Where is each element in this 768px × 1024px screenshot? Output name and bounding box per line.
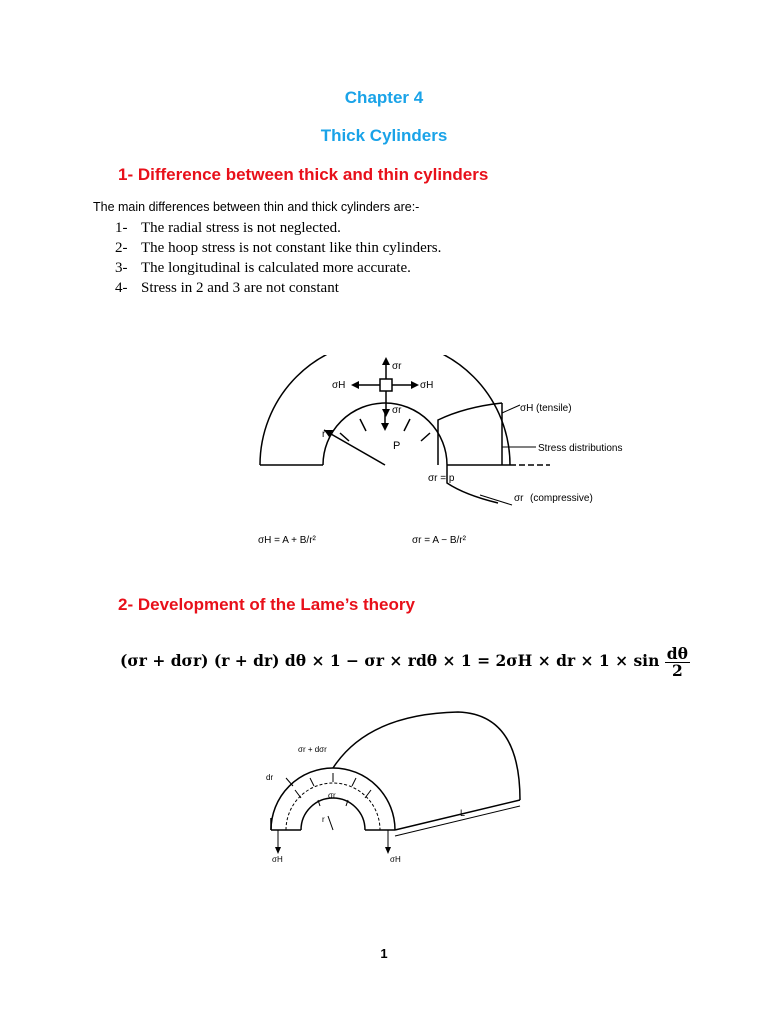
- radius-r-label: r: [322, 815, 325, 824]
- differences-list: [115, 218, 441, 298]
- sigma-h-tensile-label: σH: [520, 403, 534, 414]
- fraction-numerator: dθ: [666, 644, 688, 663]
- list-item-text: The hoop stress is not constant like thin cylinders.: [141, 240, 442, 256]
- list-item-number: 3-: [115, 260, 128, 276]
- hoop-stress-equation: σH = A + B/r²: [258, 535, 316, 546]
- list-item-number: 2-: [115, 240, 128, 256]
- section-2-title: Development of the Lame’s theory: [137, 595, 415, 614]
- list-item-text: Stress in 2 and 3 are not constant: [141, 280, 339, 296]
- radial-stress-equation: σr = A − B/r²: [412, 535, 466, 546]
- cylinder-element-figure: [258, 700, 548, 875]
- dr-label: dr: [266, 773, 274, 782]
- fraction-denominator: 2: [671, 660, 683, 680]
- sigma-r-equals-p-label: σr = p: [428, 473, 455, 484]
- stress-distributions-label: Stress distributions: [538, 443, 623, 454]
- section-2-heading: [118, 595, 415, 615]
- list-item: [115, 258, 441, 278]
- equation-fraction: [665, 646, 690, 678]
- page-title: Thick Cylinders: [320, 126, 448, 145]
- section-2-number: 2-: [118, 595, 134, 614]
- pressure-label: P: [393, 440, 401, 452]
- sigma-h-left-label: σH: [272, 855, 283, 864]
- sigma-r-plus-d-sigma-r-label: σr + dσr: [298, 745, 327, 754]
- sigma-r-label: σr: [328, 791, 336, 800]
- list-item: [115, 238, 441, 258]
- equation-body: (σr + dσr) (r + dr) dθ × 1 − σr × rdθ × 1 = 2σH × dr × 1 × sin: [120, 651, 660, 670]
- list-item: [115, 278, 441, 298]
- chapter-label: Chapter 4: [344, 88, 424, 107]
- sigma-h-left-label: σH: [332, 380, 346, 391]
- section-1-number: 1-: [118, 165, 134, 184]
- list-item: [115, 218, 441, 238]
- compressive-label: (compressive): [530, 493, 593, 504]
- stress-distribution-figure: [250, 355, 670, 560]
- list-item-number: 4-: [115, 280, 128, 296]
- list-item-text: The radial stress is not neglected.: [141, 220, 341, 236]
- section-1-title: Difference between thick and thin cylinders: [137, 165, 489, 184]
- section-1-intro: The main differences between thin and thick cylinders are:-: [93, 200, 420, 214]
- length-label: L: [460, 808, 466, 818]
- sigma-r-compressive-label: σr: [514, 493, 524, 504]
- equilibrium-equation: [120, 646, 690, 678]
- sigma-h-right-label: σH: [420, 380, 434, 391]
- page-number: 1: [380, 946, 388, 961]
- list-item-text: The longitudinal is calculated more accurate.: [141, 260, 411, 276]
- radius-label: r: [322, 429, 326, 440]
- sigma-r-bottom-label: σr: [392, 405, 402, 416]
- list-item-number: 1-: [115, 220, 128, 236]
- section-1-heading: [118, 165, 488, 185]
- tensile-label: (tensile): [536, 403, 572, 414]
- sigma-h-right-label: σH: [390, 855, 401, 864]
- sigma-r-top-label: σr: [392, 361, 402, 372]
